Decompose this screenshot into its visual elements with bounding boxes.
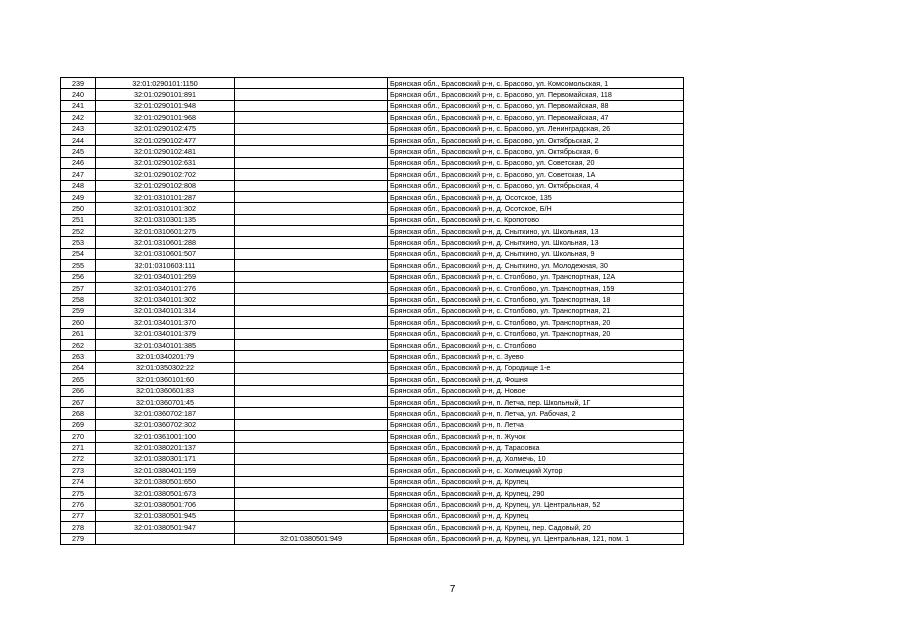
address-cell: Брянская обл., Брасовский р-н, д. Крупец, пер. Садовый, 20 (388, 522, 684, 533)
cadastral-number-alt-cell (235, 134, 388, 145)
cadastral-number-cell: 32:01:0290101:1150 (96, 78, 235, 89)
row-number-cell: 251 (61, 214, 96, 225)
cadastral-number-alt-cell (235, 248, 388, 259)
table-row (61, 419, 684, 430)
cadastral-number-alt-cell (235, 78, 388, 89)
table-row (61, 476, 684, 487)
table-row (61, 169, 684, 180)
table-row (61, 499, 684, 510)
row-number-cell: 245 (61, 146, 96, 157)
cadastral-number-cell: 32:01:0290102:481 (96, 146, 235, 157)
cadastral-number-alt-cell (235, 408, 388, 419)
cadastral-number-cell: 32:01:0340101:314 (96, 305, 235, 316)
table-row (61, 271, 684, 282)
cadastral-number-cell: 32:01:0380301:171 (96, 453, 235, 464)
row-number-cell: 272 (61, 453, 96, 464)
row-number-cell: 249 (61, 191, 96, 202)
address-cell: Брянская обл., Брасовский р-н, с. Брасово, ул. Октябрьская, 6 (388, 146, 684, 157)
row-number-cell: 241 (61, 100, 96, 111)
cadastral-number-alt-cell (235, 180, 388, 191)
table-row (61, 431, 684, 442)
address-cell: Брянская обл., Брасовский р-н, с. Брасово, ул. Первомайская, 118 (388, 89, 684, 100)
address-cell: Брянская обл., Брасовский р-н, с. Столбово, ул. Транспортная, 20 (388, 328, 684, 339)
row-number-cell: 273 (61, 465, 96, 476)
cadastral-number-cell: 32:01:0310601:275 (96, 226, 235, 237)
cadastral-number-alt-cell (235, 123, 388, 134)
cadastral-number-alt-cell (235, 499, 388, 510)
cadastral-number-cell: 32:01:0310601:288 (96, 237, 235, 248)
registry-table (60, 77, 684, 545)
address-cell: Брянская обл., Брасовский р-н, с. Столбово, ул. Транспортная, 159 (388, 283, 684, 294)
cadastral-number-alt-cell (235, 157, 388, 168)
cadastral-number-cell: 32:01:0360702:302 (96, 419, 235, 430)
row-number-cell: 253 (61, 237, 96, 248)
cadastral-number-alt-cell (235, 328, 388, 339)
cadastral-number-cell: 32:01:0360701:45 (96, 396, 235, 407)
row-number-cell: 248 (61, 180, 96, 191)
row-number-cell: 259 (61, 305, 96, 316)
table-row (61, 510, 684, 521)
cadastral-number-cell: 32:01:0310101:302 (96, 203, 235, 214)
cadastral-number-cell: 32:01:0340201:79 (96, 351, 235, 362)
cadastral-number-cell: 32:01:0380501:673 (96, 488, 235, 499)
cadastral-number-alt-cell (235, 419, 388, 430)
row-number-cell: 275 (61, 488, 96, 499)
cadastral-number-cell: 32:01:0290102:631 (96, 157, 235, 168)
table-row (61, 465, 684, 476)
table-row (61, 305, 684, 316)
cadastral-number-cell: 32:01:0310101:287 (96, 191, 235, 202)
address-cell: Брянская обл., Брасовский р-н, д. Тарасовка (388, 442, 684, 453)
row-number-cell: 255 (61, 260, 96, 271)
cadastral-number-alt-cell (235, 317, 388, 328)
cadastral-number-alt-cell: 32:01:0380501:949 (235, 533, 388, 544)
table-row (61, 351, 684, 362)
cadastral-number-cell: 32:01:0290101:968 (96, 112, 235, 123)
table-row (61, 294, 684, 305)
row-number-cell: 254 (61, 248, 96, 259)
cadastral-number-cell (96, 533, 235, 544)
table-row (61, 146, 684, 157)
cadastral-number-alt-cell (235, 191, 388, 202)
address-cell: Брянская обл., Брасовский р-н, с. Брасово, ул. Комсомольская, 1 (388, 78, 684, 89)
cadastral-number-alt-cell (235, 203, 388, 214)
cadastral-number-alt-cell (235, 214, 388, 225)
cadastral-number-alt-cell (235, 100, 388, 111)
cadastral-number-alt-cell (235, 374, 388, 385)
cadastral-number-cell: 32:01:0340101:259 (96, 271, 235, 282)
address-cell: Брянская обл., Брасовский р-н, д. Крупец (388, 510, 684, 521)
address-cell: Брянская обл., Брасовский р-н, с. Столбово, ул. Транспортная, 20 (388, 317, 684, 328)
cadastral-number-alt-cell (235, 453, 388, 464)
table-row (61, 328, 684, 339)
cadastral-number-alt-cell (235, 237, 388, 248)
cadastral-number-cell: 32:01:0290102:477 (96, 134, 235, 145)
row-number-cell: 278 (61, 522, 96, 533)
table-row (61, 533, 684, 544)
cadastral-number-alt-cell (235, 260, 388, 271)
address-cell: Брянская обл., Брасовский р-н, д. Новое (388, 385, 684, 396)
cadastral-number-cell: 32:01:0290102:808 (96, 180, 235, 191)
row-number-cell: 263 (61, 351, 96, 362)
table-row (61, 374, 684, 385)
table-row (61, 317, 684, 328)
row-number-cell: 257 (61, 283, 96, 294)
address-cell: Брянская обл., Брасовский р-н, п. Жучок (388, 431, 684, 442)
cadastral-number-alt-cell (235, 351, 388, 362)
table-row (61, 488, 684, 499)
row-number-cell: 246 (61, 157, 96, 168)
address-cell: Брянская обл., Брасовский р-н, п. Летча, пер. Школьный, 1Г (388, 396, 684, 407)
address-cell: Брянская обл., Брасовский р-н, д. Крупец, ул. Центральная, 52 (388, 499, 684, 510)
cadastral-number-alt-cell (235, 362, 388, 373)
address-cell: Брянская обл., Брасовский р-н, с. Зуево (388, 351, 684, 362)
cadastral-number-cell: 32:01:0360702:187 (96, 408, 235, 419)
cadastral-number-cell: 32:01:0360601:83 (96, 385, 235, 396)
cadastral-number-cell: 32:01:0310603:111 (96, 260, 235, 271)
row-number-cell: 261 (61, 328, 96, 339)
address-cell: Брянская обл., Брасовский р-н, с. Холмецкий Хутор (388, 465, 684, 476)
row-number-cell: 265 (61, 374, 96, 385)
cadastral-number-cell: 32:01:0290102:475 (96, 123, 235, 134)
cadastral-number-cell: 32:01:0380501:945 (96, 510, 235, 521)
page-number: 7 (449, 584, 456, 595)
row-number-cell: 277 (61, 510, 96, 521)
row-number-cell: 240 (61, 89, 96, 100)
cadastral-number-cell: 32:01:0361001:100 (96, 431, 235, 442)
address-cell: Брянская обл., Брасовский р-н, д. Фошня (388, 374, 684, 385)
cadastral-number-alt-cell (235, 283, 388, 294)
row-number-cell: 271 (61, 442, 96, 453)
table-row (61, 214, 684, 225)
cadastral-number-cell: 32:01:0380201:137 (96, 442, 235, 453)
cadastral-number-cell: 32:01:0380501:947 (96, 522, 235, 533)
table-row (61, 203, 684, 214)
cadastral-number-alt-cell (235, 522, 388, 533)
address-cell: Брянская обл., Брасовский р-н, д. Сныткино, ул. Молодежная, 30 (388, 260, 684, 271)
cadastral-number-cell: 32:01:0360101:60 (96, 374, 235, 385)
address-cell: Брянская обл., Брасовский р-н, д. Сныткино, ул. Школьная, 9 (388, 248, 684, 259)
cadastral-number-cell: 32:01:0350302:22 (96, 362, 235, 373)
row-number-cell: 260 (61, 317, 96, 328)
address-cell: Брянская обл., Брасовский р-н, д. Крупец, ул. Центральная, 121, пом. 1 (388, 533, 684, 544)
table-row (61, 78, 684, 89)
table-row (61, 89, 684, 100)
row-number-cell: 256 (61, 271, 96, 282)
cadastral-number-alt-cell (235, 476, 388, 487)
table-row (61, 522, 684, 533)
row-number-cell: 274 (61, 476, 96, 487)
address-cell: Брянская обл., Брасовский р-н, д. Сныткино, ул. Школьная, 13 (388, 237, 684, 248)
row-number-cell: 243 (61, 123, 96, 134)
table-row (61, 453, 684, 464)
row-number-cell: 264 (61, 362, 96, 373)
cadastral-number-alt-cell (235, 294, 388, 305)
cadastral-number-alt-cell (235, 169, 388, 180)
cadastral-number-cell: 32:01:0380501:706 (96, 499, 235, 510)
table-row (61, 112, 684, 123)
table-row (61, 157, 684, 168)
cadastral-number-cell: 32:01:0290101:891 (96, 89, 235, 100)
address-cell: Брянская обл., Брасовский р-н, с. Брасово, ул. Первомайская, 88 (388, 100, 684, 111)
address-cell: Брянская обл., Брасовский р-н, д. Холмечь, 10 (388, 453, 684, 464)
address-cell: Брянская обл., Брасовский р-н, д. Сныткино, ул. Школьная, 13 (388, 226, 684, 237)
row-number-cell: 258 (61, 294, 96, 305)
cadastral-number-alt-cell (235, 442, 388, 453)
address-cell: Брянская обл., Брасовский р-н, с. Брасово, ул. Октябрьская, 2 (388, 134, 684, 145)
cadastral-number-alt-cell (235, 488, 388, 499)
address-cell: Брянская обл., Брасовский р-н, д. Крупец (388, 476, 684, 487)
table-row (61, 260, 684, 271)
row-number-cell: 244 (61, 134, 96, 145)
address-cell: Брянская обл., Брасовский р-н, с. Брасово, ул. Октябрьская, 4 (388, 180, 684, 191)
row-number-cell: 262 (61, 339, 96, 350)
cadastral-number-cell: 32:01:0380501:650 (96, 476, 235, 487)
cadastral-number-alt-cell (235, 89, 388, 100)
table-row (61, 237, 684, 248)
cadastral-number-alt-cell (235, 305, 388, 316)
row-number-cell: 276 (61, 499, 96, 510)
address-cell: Брянская обл., Брасовский р-н, с. Брасово, ул. Первомайская, 47 (388, 112, 684, 123)
table-row (61, 408, 684, 419)
table-row (61, 191, 684, 202)
row-number-cell: 268 (61, 408, 96, 419)
cadastral-number-alt-cell (235, 112, 388, 123)
cadastral-number-alt-cell (235, 385, 388, 396)
address-cell: Брянская обл., Брасовский р-н, д. Осотское, 135 (388, 191, 684, 202)
row-number-cell: 270 (61, 431, 96, 442)
address-cell: Брянская обл., Брасовский р-н, с. Столбово, ул. Транспортная, 12А (388, 271, 684, 282)
address-cell: Брянская обл., Брасовский р-н, с. Столбово, ул. Транспортная, 21 (388, 305, 684, 316)
address-cell: Брянская обл., Брасовский р-н, д. Городище 1-е (388, 362, 684, 373)
cadastral-number-cell: 32:01:0290101:948 (96, 100, 235, 111)
table-row (61, 248, 684, 259)
table-row (61, 283, 684, 294)
address-cell: Брянская обл., Брасовский р-н, п. Летча, ул. Рабочая, 2 (388, 408, 684, 419)
cadastral-number-cell: 32:01:0310601:507 (96, 248, 235, 259)
cadastral-number-cell: 32:01:0310301:135 (96, 214, 235, 225)
cadastral-number-cell: 32:01:0290102:702 (96, 169, 235, 180)
address-cell: Брянская обл., Брасовский р-н, с. Брасово, ул. Ленинградская, 26 (388, 123, 684, 134)
table-row (61, 134, 684, 145)
address-cell: Брянская обл., Брасовский р-н, с. Столбово (388, 339, 684, 350)
cadastral-number-cell: 32:01:0340101:379 (96, 328, 235, 339)
cadastral-number-cell: 32:01:0340101:302 (96, 294, 235, 305)
cadastral-number-cell: 32:01:0340101:385 (96, 339, 235, 350)
row-number-cell: 279 (61, 533, 96, 544)
row-number-cell: 242 (61, 112, 96, 123)
table-row (61, 339, 684, 350)
cadastral-number-alt-cell (235, 271, 388, 282)
table-row (61, 180, 684, 191)
cadastral-number-cell: 32:01:0340101:370 (96, 317, 235, 328)
table-row (61, 123, 684, 134)
table-row (61, 385, 684, 396)
cadastral-number-alt-cell (235, 465, 388, 476)
table-row (61, 442, 684, 453)
address-cell: Брянская обл., Брасовский р-н, д. Осотское, Б/Н (388, 203, 684, 214)
table-row (61, 226, 684, 237)
address-cell: Брянская обл., Брасовский р-н, п. Летча (388, 419, 684, 430)
table-row (61, 100, 684, 111)
address-cell: Брянская обл., Брасовский р-н, с. Столбово, ул. Транспортная, 18 (388, 294, 684, 305)
address-cell: Брянская обл., Брасовский р-н, с. Брасово, ул. Советская, 20 (388, 157, 684, 168)
row-number-cell: 267 (61, 396, 96, 407)
cadastral-number-alt-cell (235, 431, 388, 442)
cadastral-number-alt-cell (235, 146, 388, 157)
address-cell: Брянская обл., Брасовский р-н, с. Брасово, ул. Советская, 1А (388, 169, 684, 180)
address-cell: Брянская обл., Брасовский р-н, с. Кропотово (388, 214, 684, 225)
row-number-cell: 252 (61, 226, 96, 237)
cadastral-number-alt-cell (235, 510, 388, 521)
row-number-cell: 247 (61, 169, 96, 180)
row-number-cell: 250 (61, 203, 96, 214)
cadastral-number-cell: 32:01:0380401:159 (96, 465, 235, 476)
address-cell: Брянская обл., Брасовский р-н, д. Крупец, 290 (388, 488, 684, 499)
cadastral-number-alt-cell (235, 339, 388, 350)
row-number-cell: 239 (61, 78, 96, 89)
cadastral-number-alt-cell (235, 396, 388, 407)
cadastral-number-alt-cell (235, 226, 388, 237)
cadastral-number-cell: 32:01:0340101:276 (96, 283, 235, 294)
table-row (61, 362, 684, 373)
registry-table-body (61, 78, 684, 545)
row-number-cell: 266 (61, 385, 96, 396)
row-number-cell: 269 (61, 419, 96, 430)
table-row (61, 396, 684, 407)
